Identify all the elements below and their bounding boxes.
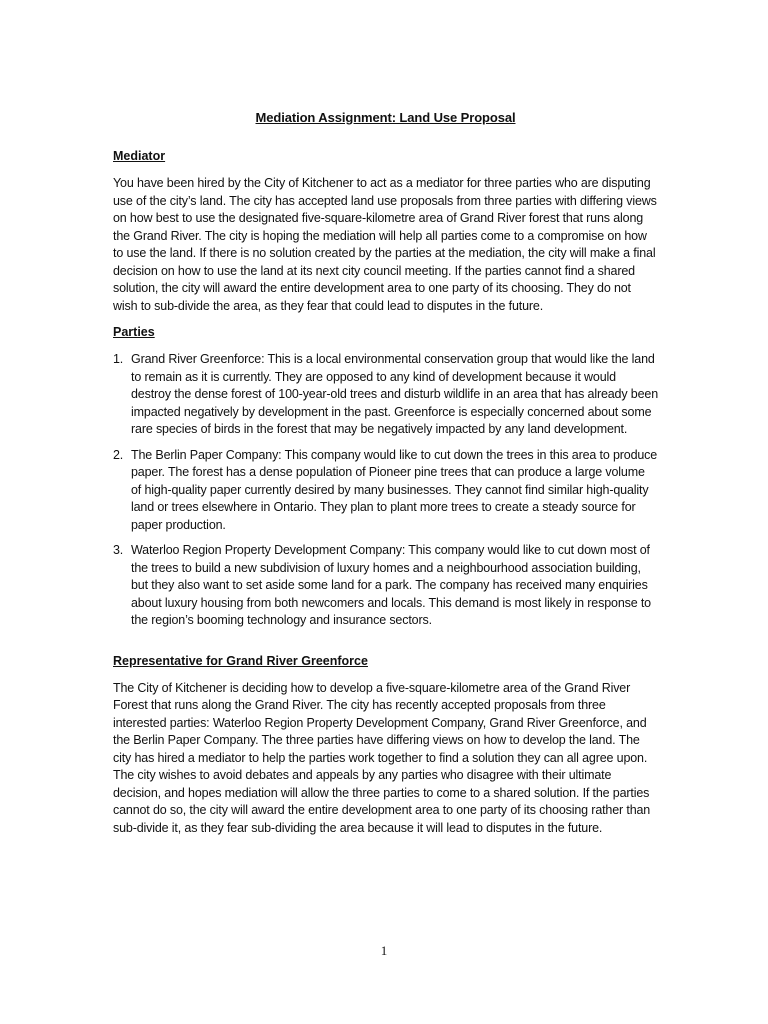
representative-paragraph: The City of Kitchener is deciding how to develop a five-square-kilometre area of the Grand River Forest that runs along the Grand River. The city has recently accepted proposals from three interested parties: Waterloo Region Property Development Company, Grand River Greenforce, and the Berlin Paper Company. The three parties have differing views on how to develop the land. The city has hired a mediator to help the parties work together to find a solution they can all agree upon. The city wishes to avoid debates and appeals by any parties who disagree with their ultimate decision, and hopes mediation will allow the three parties to come to a shared solution. If the parties cannot do so, the city will award the entire development area to one party of its choosing rather than sub-divide it, as they fear sub-dividing the area because it will lead to disputes in the future.: [113, 680, 651, 835]
representative-heading: Representative for Grand River Greenforce: [113, 653, 368, 668]
list-item-text: Grand River Greenforce: This is a local environmental conservation group that would like the land to remain as it is currently. They are opposed to any kind of development because it would destroy the dense forest of 100-year-old trees and disturb wildlife in an area that has already been impacted negatively by development in the past. Greenforce is especially concerned about some rare species of birds in the forest that may be negatively impacted by any land development.: [131, 352, 658, 436]
list-item-text: Waterloo Region Property Development Company: This company would like to cut down most of the trees to build a new subdivision of luxury homes and a neighbourhood association building, but they also want to set aside some land for a park. The company has received many enquiries about luxury housing from both newcomers and locals. This demand is most likely in response to the region’s booming technology and insurance sectors.: [131, 543, 651, 627]
list-item: [113, 447, 658, 535]
list-item-text: The Berlin Paper Company: This company would like to cut down the trees in this area to produce paper. The forest has a dense population of Pioneer pine trees that can produce a large volume of high-quality paper currently desired by many businesses. They cannot find similar high-quality land or trees elsewhere in Ontario. They plan to plant more trees to create a steady source for paper production.: [131, 447, 658, 532]
list-item-number: 3.: [113, 543, 124, 557]
parties-heading: Parties: [113, 325, 155, 339]
list-item-number: 2.: [113, 447, 124, 462]
mediator-paragraph: You have been hired by the City of Kitchener to act as a mediator for three parties who are disputing use of the city’s land. The city has accepted land use proposals from three parties with differing views on how best to use the designated five-square-kilometre area of Grand River forest that runs along the Grand River. The city is hoping the mediation will help all parties come to a compromise on how to use the land. If there is no solution created by the parties at the mediation, the city will make a final decision on how to use the land at its next city council meeting. If the parties cannot find a shared solution, the city will award the entire development area to one party of its choosing. They do not wish to sub-divide the area, as they fear that could lead to disputes in the future.: [113, 176, 657, 313]
page-number: 1: [380, 943, 388, 958]
list-item: [113, 542, 658, 630]
list-item-number: 1.: [113, 352, 124, 366]
document-title: Mediation Assignment: Land Use Proposal: [255, 110, 516, 125]
mediator-heading: Mediator: [113, 149, 166, 163]
parties-list: [113, 351, 658, 630]
document-page: [113, 110, 658, 847]
list-item: [113, 351, 658, 439]
